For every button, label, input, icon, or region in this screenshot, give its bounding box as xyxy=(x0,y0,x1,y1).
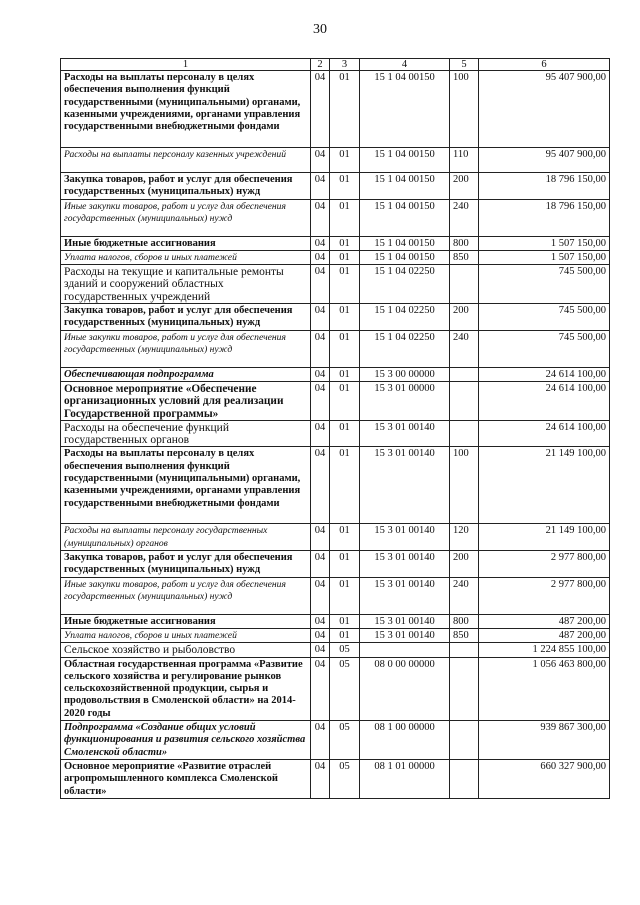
section-code-cell: 04 xyxy=(311,643,330,657)
amount-cell: 24 614 100,00 xyxy=(479,367,610,381)
table-row xyxy=(61,643,610,657)
expense-type-cell: 240 xyxy=(450,330,479,367)
amount-cell: 2 977 800,00 xyxy=(479,577,610,614)
target-article-cell: 15 1 04 00150 xyxy=(360,148,450,173)
subsection-code-cell: 01 xyxy=(330,628,360,642)
section-code-cell: 04 xyxy=(311,381,330,420)
expense-type-cell: 200 xyxy=(450,304,479,331)
subsection-code-cell: 01 xyxy=(330,250,360,264)
target-article-cell: 15 3 01 00140 xyxy=(360,524,450,551)
expense-type-cell: 850 xyxy=(450,628,479,642)
section-code-cell: 04 xyxy=(311,304,330,331)
section-code-cell: 04 xyxy=(311,250,330,264)
target-article-cell: 15 3 01 00140 xyxy=(360,420,450,447)
section-code-cell: 04 xyxy=(311,367,330,381)
section-code-cell: 04 xyxy=(311,657,330,720)
expense-type-cell xyxy=(450,265,479,304)
subsection-code-cell: 01 xyxy=(330,71,360,148)
subsection-code-cell: 01 xyxy=(330,614,360,628)
amount-cell: 745 500,00 xyxy=(479,265,610,304)
amount-cell: 660 327 900,00 xyxy=(479,759,610,798)
row-name-cell: Уплата налогов, сборов и иных платежей xyxy=(61,628,311,642)
amount-cell: 939 867 300,00 xyxy=(479,721,610,760)
row-name-cell: Уплата налогов, сборов и иных платежей xyxy=(61,250,311,264)
target-article-cell: 15 3 01 00140 xyxy=(360,577,450,614)
header-cell: 5 xyxy=(450,59,479,71)
amount-cell: 1 056 463 800,00 xyxy=(479,657,610,720)
amount-cell: 2 977 800,00 xyxy=(479,551,610,578)
target-article-cell: 15 3 01 00140 xyxy=(360,447,450,524)
section-code-cell: 04 xyxy=(311,577,330,614)
target-article-cell: 15 1 04 00150 xyxy=(360,250,450,264)
target-article-cell: 08 1 00 00000 xyxy=(360,721,450,760)
amount-cell: 95 407 900,00 xyxy=(479,71,610,148)
amount-cell: 1 224 855 100,00 xyxy=(479,643,610,657)
subsection-code-cell: 01 xyxy=(330,381,360,420)
section-code-cell: 04 xyxy=(311,71,330,148)
amount-cell: 487 200,00 xyxy=(479,628,610,642)
table-row xyxy=(61,173,610,200)
table-row xyxy=(61,420,610,447)
target-article-cell xyxy=(360,643,450,657)
row-name-cell: Расходы на выплаты персоналу в целях обеспечения выполнения функций государственными (муниципальными) органами, казенными учреждениями, органами управления государственными внебюджетными фондами xyxy=(61,447,311,524)
subsection-code-cell: 01 xyxy=(330,330,360,367)
subsection-code-cell: 01 xyxy=(330,148,360,173)
expense-type-cell xyxy=(450,657,479,720)
table-row xyxy=(61,199,610,236)
row-name-cell: Обеспечивающая подпрограмма xyxy=(61,367,311,381)
table-row xyxy=(61,524,610,551)
expense-type-cell xyxy=(450,643,479,657)
row-name-cell: Расходы на выплаты персоналу казенных учреждений xyxy=(61,148,311,173)
table-row xyxy=(61,330,610,367)
expense-type-cell: 200 xyxy=(450,173,479,200)
subsection-code-cell: 01 xyxy=(330,577,360,614)
expense-type-cell: 110 xyxy=(450,148,479,173)
page-number: 30 xyxy=(313,22,327,37)
row-name-cell: Иные бюджетные ассигнования xyxy=(61,236,311,250)
table-row xyxy=(61,250,610,264)
section-code-cell: 04 xyxy=(311,330,330,367)
subsection-code-cell: 05 xyxy=(330,643,360,657)
target-article-cell: 15 3 01 00140 xyxy=(360,614,450,628)
table-row xyxy=(61,381,610,420)
target-article-cell: 15 3 00 00000 xyxy=(360,367,450,381)
row-name-cell: Расходы на обеспечение функций государственных органов xyxy=(61,420,311,447)
target-article-cell: 15 1 04 00150 xyxy=(360,173,450,200)
subsection-code-cell: 01 xyxy=(330,551,360,578)
subsection-code-cell: 01 xyxy=(330,236,360,250)
row-name-cell: Сельское хозяйство и рыболовство xyxy=(61,643,311,657)
target-article-cell: 15 1 04 02250 xyxy=(360,304,450,331)
amount-cell: 487 200,00 xyxy=(479,614,610,628)
subsection-code-cell: 01 xyxy=(330,265,360,304)
section-code-cell: 04 xyxy=(311,524,330,551)
subsection-code-cell: 05 xyxy=(330,721,360,760)
table-row xyxy=(61,551,610,578)
amount-cell: 1 507 150,00 xyxy=(479,250,610,264)
table-row xyxy=(61,148,610,173)
amount-cell: 1 507 150,00 xyxy=(479,236,610,250)
amount-cell: 745 500,00 xyxy=(479,304,610,331)
section-code-cell: 04 xyxy=(311,173,330,200)
expense-type-cell: 100 xyxy=(450,71,479,148)
subsection-code-cell: 01 xyxy=(330,420,360,447)
table-row xyxy=(61,265,610,304)
table-row xyxy=(61,628,610,642)
target-article-cell: 08 1 01 00000 xyxy=(360,759,450,798)
expense-type-cell: 240 xyxy=(450,577,479,614)
section-code-cell: 04 xyxy=(311,628,330,642)
table-row xyxy=(61,577,610,614)
target-article-cell: 15 3 01 00140 xyxy=(360,551,450,578)
table-row xyxy=(61,614,610,628)
row-name-cell: Основное мероприятие «Обеспечение организационных условий для реализации Государственной программы» xyxy=(61,381,311,420)
section-code-cell: 04 xyxy=(311,447,330,524)
header-cell: 3 xyxy=(330,59,360,71)
expense-type-cell: 800 xyxy=(450,236,479,250)
subsection-code-cell: 01 xyxy=(330,199,360,236)
expense-type-cell: 850 xyxy=(450,250,479,264)
target-article-cell: 15 3 01 00140 xyxy=(360,628,450,642)
subsection-code-cell: 01 xyxy=(330,173,360,200)
table-row xyxy=(61,304,610,331)
budget-table xyxy=(60,58,610,799)
section-code-cell: 04 xyxy=(311,721,330,760)
section-code-cell: 04 xyxy=(311,759,330,798)
amount-cell: 18 796 150,00 xyxy=(479,199,610,236)
target-article-cell: 15 1 04 02250 xyxy=(360,265,450,304)
row-name-cell: Иные бюджетные ассигнования xyxy=(61,614,311,628)
target-article-cell: 15 1 04 02250 xyxy=(360,330,450,367)
table-row xyxy=(61,721,610,760)
section-code-cell: 04 xyxy=(311,199,330,236)
row-name-cell: Подпрограмма «Создание общих условий функционирования и развития сельского хозяйства Смоленской области» xyxy=(61,721,311,760)
expense-type-cell xyxy=(450,721,479,760)
header-cell: 2 xyxy=(311,59,330,71)
table-row xyxy=(61,236,610,250)
subsection-code-cell: 01 xyxy=(330,447,360,524)
amount-cell: 21 149 100,00 xyxy=(479,524,610,551)
row-name-cell: Областная государственная программа «Развитие сельского хозяйства и регулирование рынков сельскохозяйственной продукции, сырья и продовольствия в Смоленской области» на 2014-2020 годы xyxy=(61,657,311,720)
table-row xyxy=(61,759,610,798)
expense-type-cell: 800 xyxy=(450,614,479,628)
table-row xyxy=(61,71,610,148)
expense-type-cell xyxy=(450,367,479,381)
target-article-cell: 08 0 00 00000 xyxy=(360,657,450,720)
amount-cell: 24 614 100,00 xyxy=(479,420,610,447)
row-name-cell: Иные закупки товаров, работ и услуг для обеспечения государственных (муниципальных) нужд xyxy=(61,199,311,236)
expense-type-cell: 100 xyxy=(450,447,479,524)
expense-type-cell: 120 xyxy=(450,524,479,551)
section-code-cell: 04 xyxy=(311,236,330,250)
table-row xyxy=(61,447,610,524)
expense-type-cell: 240 xyxy=(450,199,479,236)
table-header-row xyxy=(61,59,610,71)
section-code-cell: 04 xyxy=(311,614,330,628)
amount-cell: 21 149 100,00 xyxy=(479,447,610,524)
target-article-cell: 15 1 04 00150 xyxy=(360,199,450,236)
header-cell: 1 xyxy=(61,59,311,71)
expense-type-cell: 200 xyxy=(450,551,479,578)
section-code-cell: 04 xyxy=(311,265,330,304)
row-name-cell: Основное мероприятие «Развитие отраслей агропромышленного комплекса Смоленской области» xyxy=(61,759,311,798)
section-code-cell: 04 xyxy=(311,551,330,578)
row-name-cell: Закупка товаров, работ и услуг для обеспечения государственных (муниципальных) нужд xyxy=(61,551,311,578)
expense-type-cell xyxy=(450,381,479,420)
subsection-code-cell: 05 xyxy=(330,759,360,798)
target-article-cell: 15 1 04 00150 xyxy=(360,71,450,148)
amount-cell: 745 500,00 xyxy=(479,330,610,367)
row-name-cell: Иные закупки товаров, работ и услуг для обеспечения государственных (муниципальных) нужд xyxy=(61,577,311,614)
amount-cell: 95 407 900,00 xyxy=(479,148,610,173)
row-name-cell: Расходы на выплаты персоналу государственных (муниципальных) органов xyxy=(61,524,311,551)
subsection-code-cell: 01 xyxy=(330,367,360,381)
row-name-cell: Расходы на текущие и капитальные ремонты зданий и сооружений областных государственных учреждений xyxy=(61,265,311,304)
row-name-cell: Закупка товаров, работ и услуг для обеспечения государственных (муниципальных) нужд xyxy=(61,304,311,331)
header-cell: 6 xyxy=(479,59,610,71)
table-row xyxy=(61,657,610,720)
amount-cell: 24 614 100,00 xyxy=(479,381,610,420)
header-cell: 4 xyxy=(360,59,450,71)
subsection-code-cell: 01 xyxy=(330,524,360,551)
row-name-cell: Закупка товаров, работ и услуг для обеспечения государственных (муниципальных) нужд xyxy=(61,173,311,200)
expense-type-cell xyxy=(450,759,479,798)
subsection-code-cell: 01 xyxy=(330,304,360,331)
row-name-cell: Расходы на выплаты персоналу в целях обеспечения выполнения функций государственными (муниципальными) органами, казенными учреждениями, органами управления государственными внебюджетными фондами xyxy=(61,71,311,148)
expense-type-cell xyxy=(450,420,479,447)
row-name-cell: Иные закупки товаров, работ и услуг для обеспечения государственных (муниципальных) нужд xyxy=(61,330,311,367)
amount-cell: 18 796 150,00 xyxy=(479,173,610,200)
target-article-cell: 15 3 01 00000 xyxy=(360,381,450,420)
table-row xyxy=(61,367,610,381)
subsection-code-cell: 05 xyxy=(330,657,360,720)
section-code-cell: 04 xyxy=(311,420,330,447)
section-code-cell: 04 xyxy=(311,148,330,173)
target-article-cell: 15 1 04 00150 xyxy=(360,236,450,250)
